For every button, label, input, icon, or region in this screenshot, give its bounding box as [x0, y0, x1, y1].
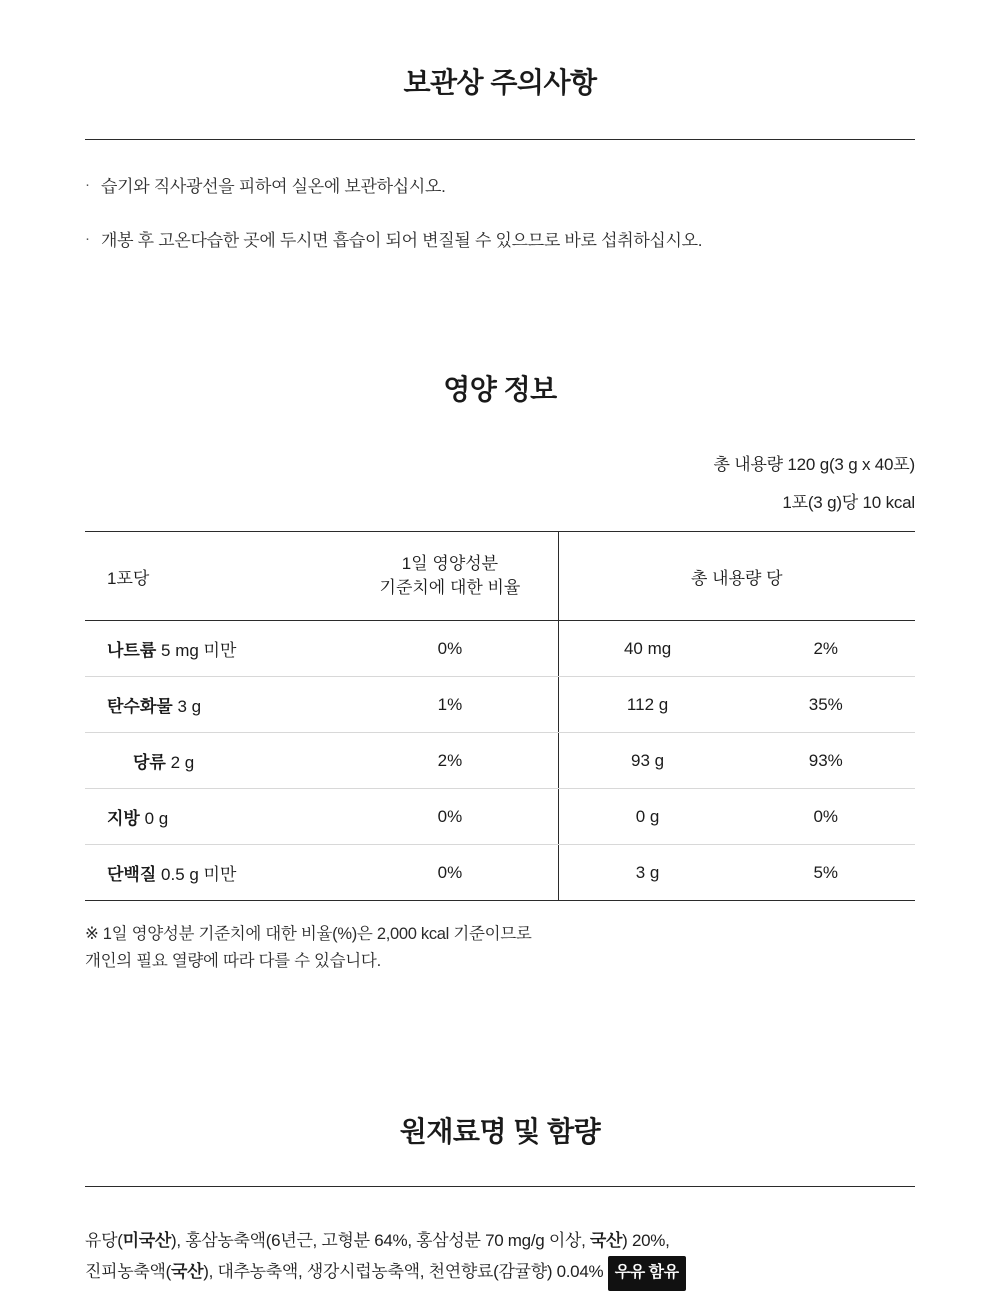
serving-summary — [85, 450, 915, 513]
bullet-icon: · — [85, 229, 90, 247]
storage-divider — [85, 139, 915, 140]
total-content-text: 총 내용량 120 g(3 g x 40포) — [713, 455, 915, 475]
per-serving-energy-text: 1포(3 g)당 10 kcal — [782, 493, 915, 513]
nutrition-table-head — [85, 532, 915, 621]
column-header-per-serving: 1포당 — [85, 532, 342, 621]
nutrient-name: 나트륨 — [107, 641, 157, 661]
status-badge-milk-contains: 우유 함유 — [608, 1256, 686, 1291]
storage-note-text: 개봉 후 고온다습한 곳에 두시면 흡습이 되어 변질될 수 있으므로 바로 섭취하십시오. — [101, 230, 703, 250]
column-header-total-content: 총 내용량 당 — [558, 532, 915, 621]
nutrient-total-daily-value: 5% — [737, 845, 915, 901]
table-row — [85, 789, 915, 845]
footnote-line-2: 개인의 필요 열량에 따라 다를 수 있습니다. — [85, 951, 381, 970]
nutrient-name: 탄수화물 — [107, 697, 173, 717]
ingredients-text — [85, 1225, 915, 1291]
bullet-icon: · — [85, 176, 90, 194]
nutrient-total-amount: 3 g — [558, 845, 736, 901]
nutrient-name-cell — [85, 621, 342, 677]
ingredients-divider — [85, 1186, 915, 1187]
nutrient-daily-value: 2% — [342, 733, 558, 789]
nutrient-total-amount: 40 mg — [558, 621, 736, 677]
ingredients-line1-mid: ), 홍삼농축액(6년근, 고형분 64%, 홍삼성분 70 mg/g 이상, — [170, 1230, 590, 1250]
ingredients-section-title: 원재료명 및 함량 — [399, 1115, 601, 1147]
list-item — [85, 228, 915, 254]
nutrient-total-amount: 112 g — [558, 677, 736, 733]
ingredients-line2-post: ), 대추농축액, 생강시럽농축액, 천연향료(감귤향) 0.04% — [203, 1262, 604, 1282]
nutrient-total-daily-value: 93% — [737, 733, 915, 789]
nutrient-amount: 2 g — [170, 753, 195, 773]
daily-value-line2: 기준치에 대한 비율 — [379, 578, 521, 598]
nutrient-total-daily-value: 0% — [737, 789, 915, 845]
ingredients-line2-pre: 진피농축액( — [85, 1262, 171, 1282]
nutrient-daily-value: 0% — [342, 621, 558, 677]
origin-label-korea-2: 국산 — [170, 1262, 204, 1282]
storage-section-title: 보관상 주의사항 — [403, 67, 597, 99]
nutrient-daily-value: 0% — [342, 789, 558, 845]
ingredients-line1-post: ) 20%, — [622, 1230, 670, 1250]
column-header-daily-value — [342, 532, 558, 621]
table-header-row — [85, 532, 915, 621]
table-row — [85, 621, 915, 677]
nutrition-footnote — [85, 921, 915, 974]
table-row — [85, 677, 915, 733]
nutrient-total-daily-value: 35% — [737, 677, 915, 733]
nutrient-daily-value: 0% — [342, 845, 558, 901]
table-row — [85, 845, 915, 901]
table-row — [85, 733, 915, 789]
nutrient-total-amount: 0 g — [558, 789, 736, 845]
storage-note-text: 습기와 직사광선을 피하여 실온에 보관하십시오. — [101, 177, 446, 197]
nutrient-name: 단백질 — [107, 865, 157, 885]
nutrition-information-section — [85, 253, 915, 974]
storage-notes-list — [85, 174, 915, 253]
ingredients-section — [85, 991, 915, 1291]
nutrient-name-cell — [85, 733, 342, 789]
nutrient-amount: 3 g — [177, 697, 202, 717]
nutrient-name: 당류 — [133, 753, 166, 773]
ingredients-line1-pre: 유당( — [85, 1230, 123, 1250]
list-item — [85, 174, 915, 200]
nutrient-name-cell — [85, 677, 342, 733]
nutrition-facts-table — [85, 531, 915, 901]
nutrient-amount: 5 mg 미만 — [161, 641, 237, 661]
daily-value-line1: 1일 영양성분 — [401, 553, 499, 573]
nutrition-table-body — [85, 621, 915, 901]
nutrient-total-daily-value: 2% — [737, 621, 915, 677]
nutrient-name: 지방 — [107, 809, 140, 829]
storage-precautions-section — [85, 0, 915, 253]
origin-label-usa: 미국산 — [122, 1230, 171, 1250]
nutrition-section-title: 영양 정보 — [443, 374, 557, 406]
origin-label-korea-1: 국산 — [589, 1230, 623, 1250]
nutrient-daily-value: 1% — [342, 677, 558, 733]
nutrient-total-amount: 93 g — [558, 733, 736, 789]
nutrient-name-cell — [85, 845, 342, 901]
footnote-line-1: ※ 1일 영양성분 기준치에 대한 비율(%)은 2,000 kcal 기준이므로 — [85, 925, 532, 944]
nutrient-name-cell — [85, 789, 342, 845]
nutrient-amount: 0.5 g 미만 — [161, 865, 237, 885]
nutrient-amount: 0 g — [144, 809, 169, 829]
